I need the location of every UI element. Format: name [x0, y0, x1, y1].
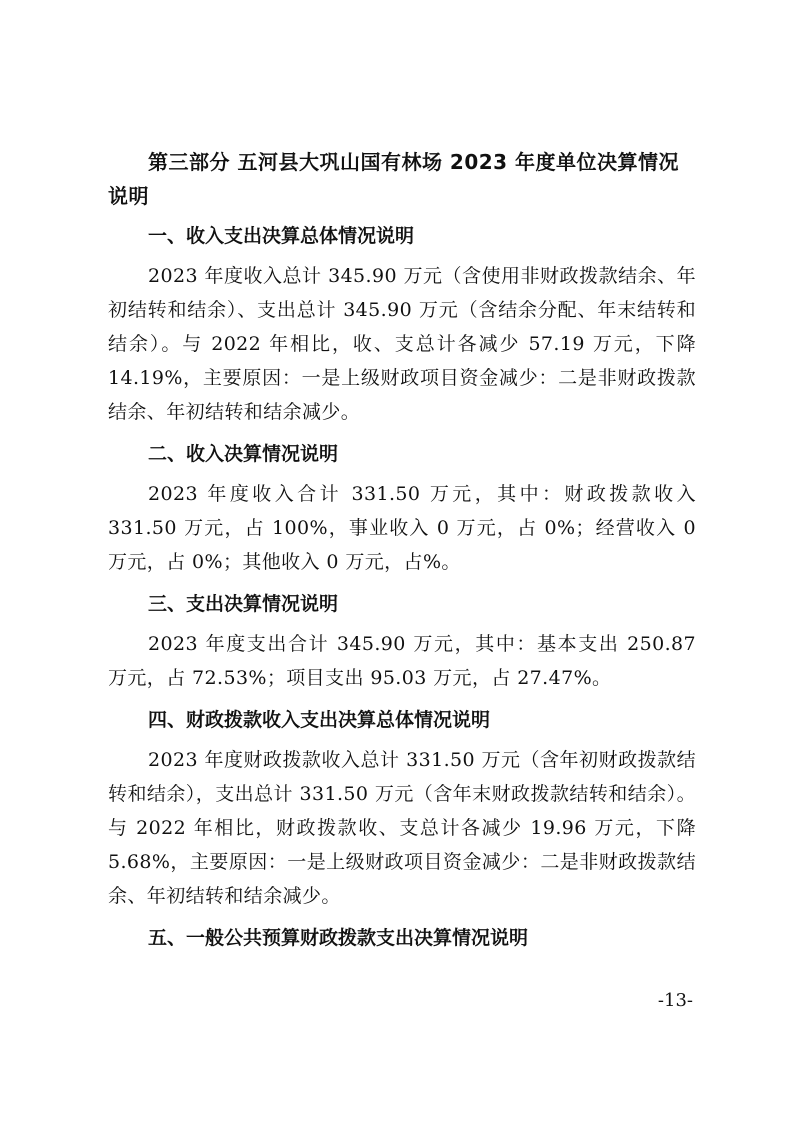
document-page: [108, 145, 696, 961]
section-paragraph-2: 2023 年度收入合计 331.50 万元，其中：财政拨款收入 331.50 万元，占 100%，事业收入 0 万元，占 0%；经营收入 0 万元，占 0%；其他收入 0 万元，占%。: [108, 483, 696, 573]
section-heading-1: 一、收入支出决算总体情况说明: [148, 225, 415, 247]
section-heading-3: 三、支出决算情况说明: [148, 593, 339, 615]
section-paragraph-3: 2023 年度支出合计 345.90 万元，其中：基本支出 250.87 万元，占 72.53%；项目支出 95.03 万元，占 27.47%。: [108, 633, 696, 689]
section-paragraph-4: 2023 年度财政拨款收入总计 331.50 万元（含年初财政拨款结转和结余），支出总计 331.50 万元（含年末财政拨款结转和结余）。与 2022 年相比，财政拨款收、支总计各减少 19.96 万元，下降 5.68%，主要原因：一是上级财政项目资金减少：二是非财政拨款结余、年初结转和结余减少。: [108, 749, 696, 907]
page-number: -13-: [657, 990, 693, 1011]
section-heading-5: 五、一般公共预算财政拨款支出决算情况说明: [148, 927, 529, 949]
document-title: 第三部分 五河县大巩山国有林场 2023 年度单位决算情况说明: [108, 150, 680, 208]
section-heading-2: 二、收入决算情况说明: [148, 443, 339, 465]
section-paragraph-1: 2023 年度收入总计 345.90 万元（含使用非财政拨款结余、年初结转和结余）、支出总计 345.90 万元（含结余分配、年末结转和结余）。与 2022 年相比，收、支总计各减少 57.19 万元，下降 14.19%，主要原因：一是上级财政项目资金减少：二是非财政拨款结余、年初结转和结余减少。: [108, 265, 696, 423]
section-heading-4: 四、财政拨款收入支出决算总体情况说明: [148, 709, 491, 731]
